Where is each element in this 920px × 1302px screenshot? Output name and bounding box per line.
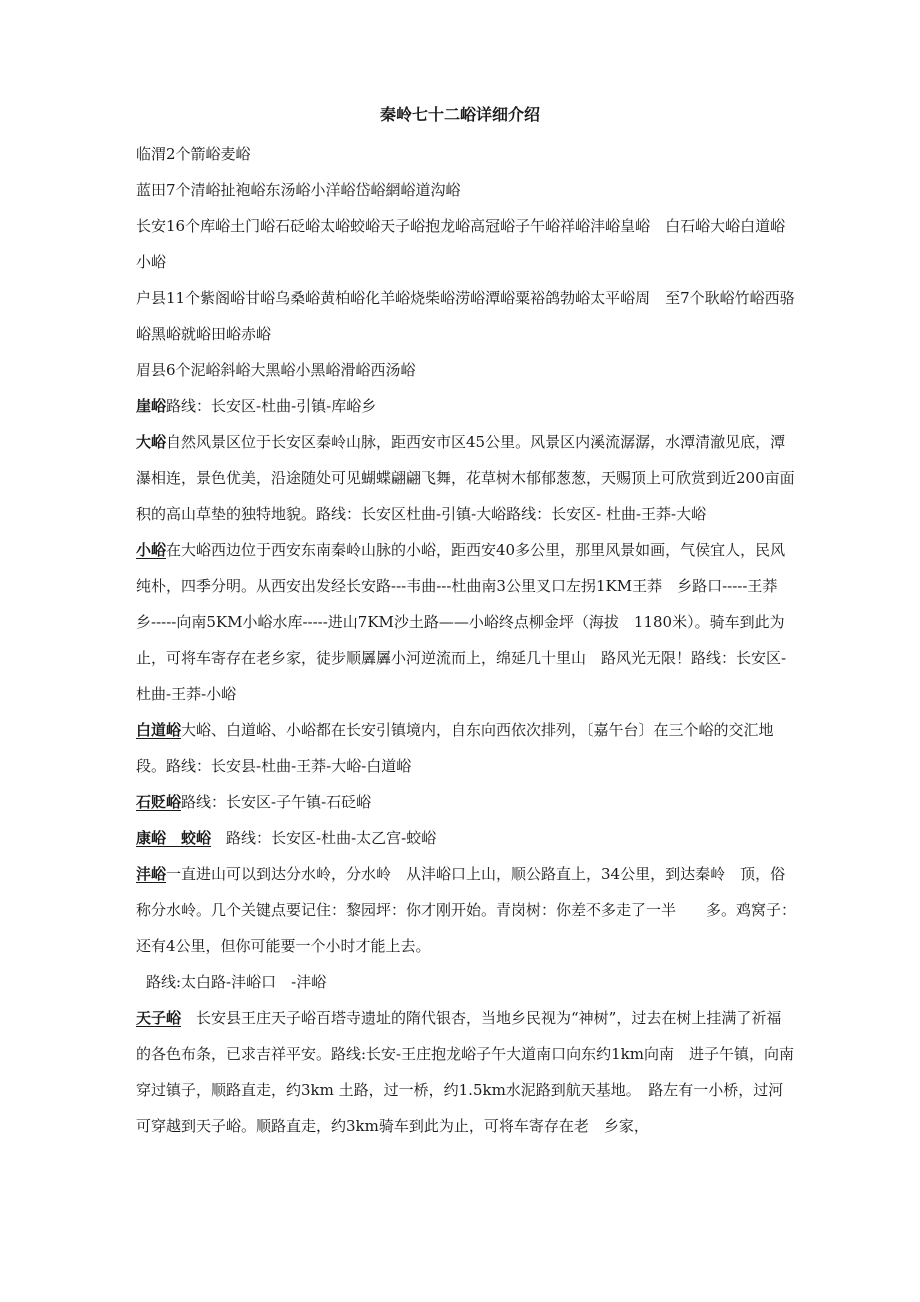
entry-dayu-name: 大峪 <box>136 433 167 451</box>
entry-baidaoyu-text: 大峪、白道峪、小峪都在长安引镇境内，自东向西依次排列，〔嘉午台〕在三个峪的交汇地段。路线：长安县-杜曲-王莽-大峪-白道峪 <box>136 721 774 775</box>
entry-shibianyu <box>136 784 796 820</box>
paragraph-meixian: 眉县6个泥峪斜峪大黑峪小黑峪滑峪西汤峪 <box>136 361 416 379</box>
entry-kangyu <box>136 820 796 856</box>
entry-fengyu-text: 一直进山可以到达分水岭，分水岭 从沣峪口上山，顺公路直上，34公里，到达秦岭 顶，俗称分水岭。几个关键点要记住：黎园坪：你才刚开始。青岗树：你差不多走了一半 多。鸡窝子：还有4公里，但你可能要一个小时才能上去。 <box>136 865 797 955</box>
entry-dayu-text: 自然风景区位于长安区秦岭山脉，距西安市区45公里。风景区内溪流潺潺，水潭清澈见底，潭瀑相连，景色优美，沿途随处可见蝴蝶翩翩飞舞，花草树木郁郁葱葱，天赐顶上可欣赏到近200亩面积的高山草垫的独特地貌。路线：长安区杜曲-引镇-大峪路线：长安区- 杜曲-王莽-大峪 <box>136 433 795 523</box>
entry-dayu <box>136 424 796 532</box>
document-body <box>136 136 796 1144</box>
entry-xiaoyu-text: 在大峪西边位于西安东南秦岭山脉的小峪，距西安40多公里，那里风景如画，气侯宜人，民风纯朴，四季分明。从西安出发经长安路---韦曲---杜曲南3公里叉口左拐1KM王莽 乡路口-----王莽乡-----向南5KM小峪水库-----进山7KM沙土路——小峪终点柳金坪（海拔 1180米）。骑车到此为止，可将车寄存在老乡家，徒步顺羼羼小河逆流而上，绵延几十里山 路风光无限！路线：长安区-杜曲-王莽-小峪 <box>136 541 787 703</box>
entry-fengyu <box>136 856 796 964</box>
paragraph-lantian: 蓝田7个清峪扯袍峪东汤峪小洋峪岱峪網峪道沟峪 <box>136 181 461 199</box>
entry-kuyu-text: 路线：长安区-杜曲-引镇-库峪乡 <box>166 397 377 415</box>
entry-baidaoyu-name: 白道峪 <box>136 721 182 739</box>
entry-kangyu-name: 康峪 蛟峪 <box>136 829 212 847</box>
paragraph-linwei: 临渭2个箭峪麦峪 <box>136 145 251 163</box>
entry-tianziyu-text: 长安县王庄天子峪百塔寺遗址的隋代银杏，当地乡民视为“神树”，过去在树上挂满了祈福的各色布条，已求吉祥平安。路线:长安-王庄抱龙峪子午大道南口向东约1km向南 进子午镇，向南穿过镇子，顺路直走，约3km 土路，过一桥，约1.5km水泥路到航天基地。 路左有一小桥，过河可穿越到天子峪。顺路直走，约3km骑车到此为止，可将车寄存在老 乡家， <box>136 1009 794 1135</box>
entry-xiaoyu <box>136 532 796 712</box>
entry-kuyu <box>136 388 796 424</box>
paragraph-changan: 长安16个库峪土门峪石砭峪太峪蛟峪天子峪抱龙峪高冠峪子午峪祥峪沣峪皇峪 白石峪大峪白道峪小峪 <box>136 217 786 271</box>
entry-fengyu-route: 路线:太白路-沣峪口 -沣峪 <box>146 973 327 991</box>
entry-kuyu-name: 崖峪 <box>136 397 167 415</box>
entry-baidaoyu <box>136 712 796 784</box>
entry-fengyu-name: 沣峪 <box>136 865 167 883</box>
entry-kangyu-text: 路线：长安区-杜曲-太乙宫-蛟峪 <box>211 829 437 847</box>
document-title: 秦岭七十二峪详细介绍 <box>379 105 540 124</box>
entry-shibianyu-name: 石贬峪 <box>136 793 182 811</box>
entry-xiaoyu-name: 小峪 <box>136 541 167 559</box>
paragraph-huxian: 户县11个紫阁峪甘峪乌桑峪黄柏峪化羊峪烧柴峪涝峪潭峪粟裕鸽勃峪太平峪周 至7个耿峪竹峪西骆峪黑峪就峪田峪赤峪 <box>136 289 795 343</box>
entry-tianziyu <box>136 1000 796 1144</box>
entry-tianziyu-name: 天子峪 <box>136 1009 182 1027</box>
entry-shibianyu-text: 路线：长安区-子午镇-石砭峪 <box>181 793 372 811</box>
